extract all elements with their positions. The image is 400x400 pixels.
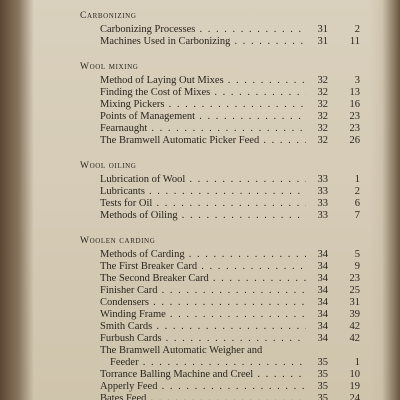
section-heading: Woolen carding	[80, 236, 156, 246]
entry-number: 39	[349, 309, 360, 320]
entry-page: 34	[317, 333, 328, 344]
entry-number: 6	[354, 198, 360, 209]
entry-title: Methods of Carding . . .	[100, 249, 306, 261]
toc-entry	[80, 369, 360, 381]
entry-number: 19	[349, 381, 360, 392]
entry-page: 34	[317, 321, 328, 332]
entry-number: 3	[354, 75, 360, 86]
entry-page: 34	[317, 261, 328, 272]
toc-entry	[80, 135, 360, 147]
entry-page: 35	[317, 369, 328, 380]
entry-page: 32	[317, 87, 328, 98]
entry-title: The First Breaker Card . . .	[100, 261, 306, 273]
entry-number: 23	[349, 273, 360, 284]
entry-page: 31	[317, 24, 328, 35]
entry-page: 32	[317, 135, 328, 146]
entry-page: 32	[317, 123, 328, 134]
toc-entry	[80, 249, 360, 261]
entry-title: Finisher Card . . .	[100, 285, 306, 297]
entry-title: Points of Management . . .	[100, 111, 306, 123]
toc-entry	[80, 381, 360, 393]
entry-title: The Second Breaker Card . . .	[100, 273, 306, 285]
toc-section	[80, 160, 360, 222]
entry-title: Lubrication of Wool . . .	[100, 174, 306, 186]
entry-title: The Bramwell Automatic Picker Feed . . .	[100, 135, 306, 147]
entry-number: 42	[349, 333, 360, 344]
entry-number: 1	[354, 357, 360, 368]
entry-page: 32	[317, 99, 328, 110]
table-of-contents	[80, 10, 360, 400]
toc-section	[80, 235, 360, 400]
toc-entry	[80, 297, 360, 309]
entry-number: 13	[349, 87, 360, 98]
toc-entry	[80, 333, 360, 345]
entry-title: Fearnaught . . .	[100, 123, 306, 135]
entry-title: Tests for Oil . . .	[100, 198, 306, 210]
entry-page: 34	[317, 249, 328, 260]
entry-page: 35	[317, 393, 328, 400]
toc-entry	[80, 87, 360, 99]
entry-title: Bates Feed . . .	[100, 393, 306, 400]
toc-entry	[80, 393, 360, 400]
toc-entry	[80, 321, 360, 333]
entry-page: 33	[317, 186, 328, 197]
toc-entry	[80, 186, 360, 198]
entry-title: Torrance Balling Machine and Creel . . .	[100, 369, 306, 381]
toc-entry	[80, 210, 360, 222]
entry-title: Smith Cards . . .	[100, 321, 306, 333]
toc-section	[80, 61, 360, 147]
entry-title: Furbush Cards . . .	[100, 333, 306, 345]
entry-title: Mixing Pickers . . .	[100, 99, 306, 111]
entry-title: Lubricants . . .	[100, 186, 306, 198]
toc-entry	[80, 357, 360, 369]
page-shadow-right	[370, 0, 400, 400]
entry-number: 5	[354, 249, 360, 260]
toc-entry	[80, 123, 360, 135]
entry-title: Carbonizing Processes . . .	[100, 24, 306, 36]
entry-page: 34	[317, 273, 328, 284]
toc-entry	[80, 345, 360, 357]
entry-page: 34	[317, 309, 328, 320]
toc-entry	[80, 111, 360, 123]
entry-number: 2	[354, 24, 360, 35]
toc-section	[80, 10, 360, 48]
entry-page: 33	[317, 174, 328, 185]
toc-entry	[80, 309, 360, 321]
entry-page: 33	[317, 210, 328, 221]
entry-title: Winding Frame . . .	[100, 309, 306, 321]
entry-title: The Bramwell Automatic Weigher and	[100, 345, 263, 356]
toc-entry	[80, 198, 360, 210]
entry-page: 34	[317, 285, 328, 296]
entry-title: Method of Laying Out Mixes . . .	[100, 75, 306, 87]
entry-title: Finding the Cost of Mixes . . .	[100, 87, 306, 99]
section-heading: Carbonizing	[80, 11, 137, 21]
entry-number: 7	[354, 210, 360, 221]
entry-page: 35	[317, 381, 328, 392]
page-shadow-left	[0, 0, 34, 400]
entry-number: 9	[354, 261, 360, 272]
entry-title: Feeder . . .	[110, 357, 306, 369]
toc-entry	[80, 273, 360, 285]
entry-number: 1	[354, 174, 360, 185]
entry-page: 32	[317, 111, 328, 122]
entry-number: 31	[349, 297, 360, 308]
entry-page: 31	[317, 36, 328, 47]
entry-number: 2	[354, 186, 360, 197]
entry-page: 35	[317, 357, 328, 368]
entry-page: 33	[317, 198, 328, 209]
toc-entry	[80, 24, 360, 36]
entry-number: 23	[349, 111, 360, 122]
entry-number: 23	[349, 123, 360, 134]
entry-number: 11	[349, 36, 360, 47]
toc-entry	[80, 174, 360, 186]
toc-entry	[80, 99, 360, 111]
entry-number: 25	[349, 285, 360, 296]
section-heading: Wool mixing	[80, 62, 139, 72]
entry-number: 10	[349, 369, 360, 380]
entry-title: Methods of Oiling . . .	[100, 210, 306, 222]
toc-entry	[80, 36, 360, 48]
entry-number: 24	[349, 393, 360, 400]
entry-number: 16	[349, 99, 360, 110]
section-heading: Wool oiling	[80, 161, 137, 171]
toc-entry	[80, 75, 360, 87]
entry-title: Apperly Feed . . .	[100, 381, 306, 393]
entry-number: 42	[349, 321, 360, 332]
entry-page: 32	[317, 75, 328, 86]
entry-page: 34	[317, 297, 328, 308]
toc-entry	[80, 261, 360, 273]
entry-title: Machines Used in Carbonizing . . .	[100, 36, 306, 48]
toc-entry	[80, 285, 360, 297]
entry-title: Condensers . . .	[100, 297, 306, 309]
entry-number: 26	[349, 135, 360, 146]
